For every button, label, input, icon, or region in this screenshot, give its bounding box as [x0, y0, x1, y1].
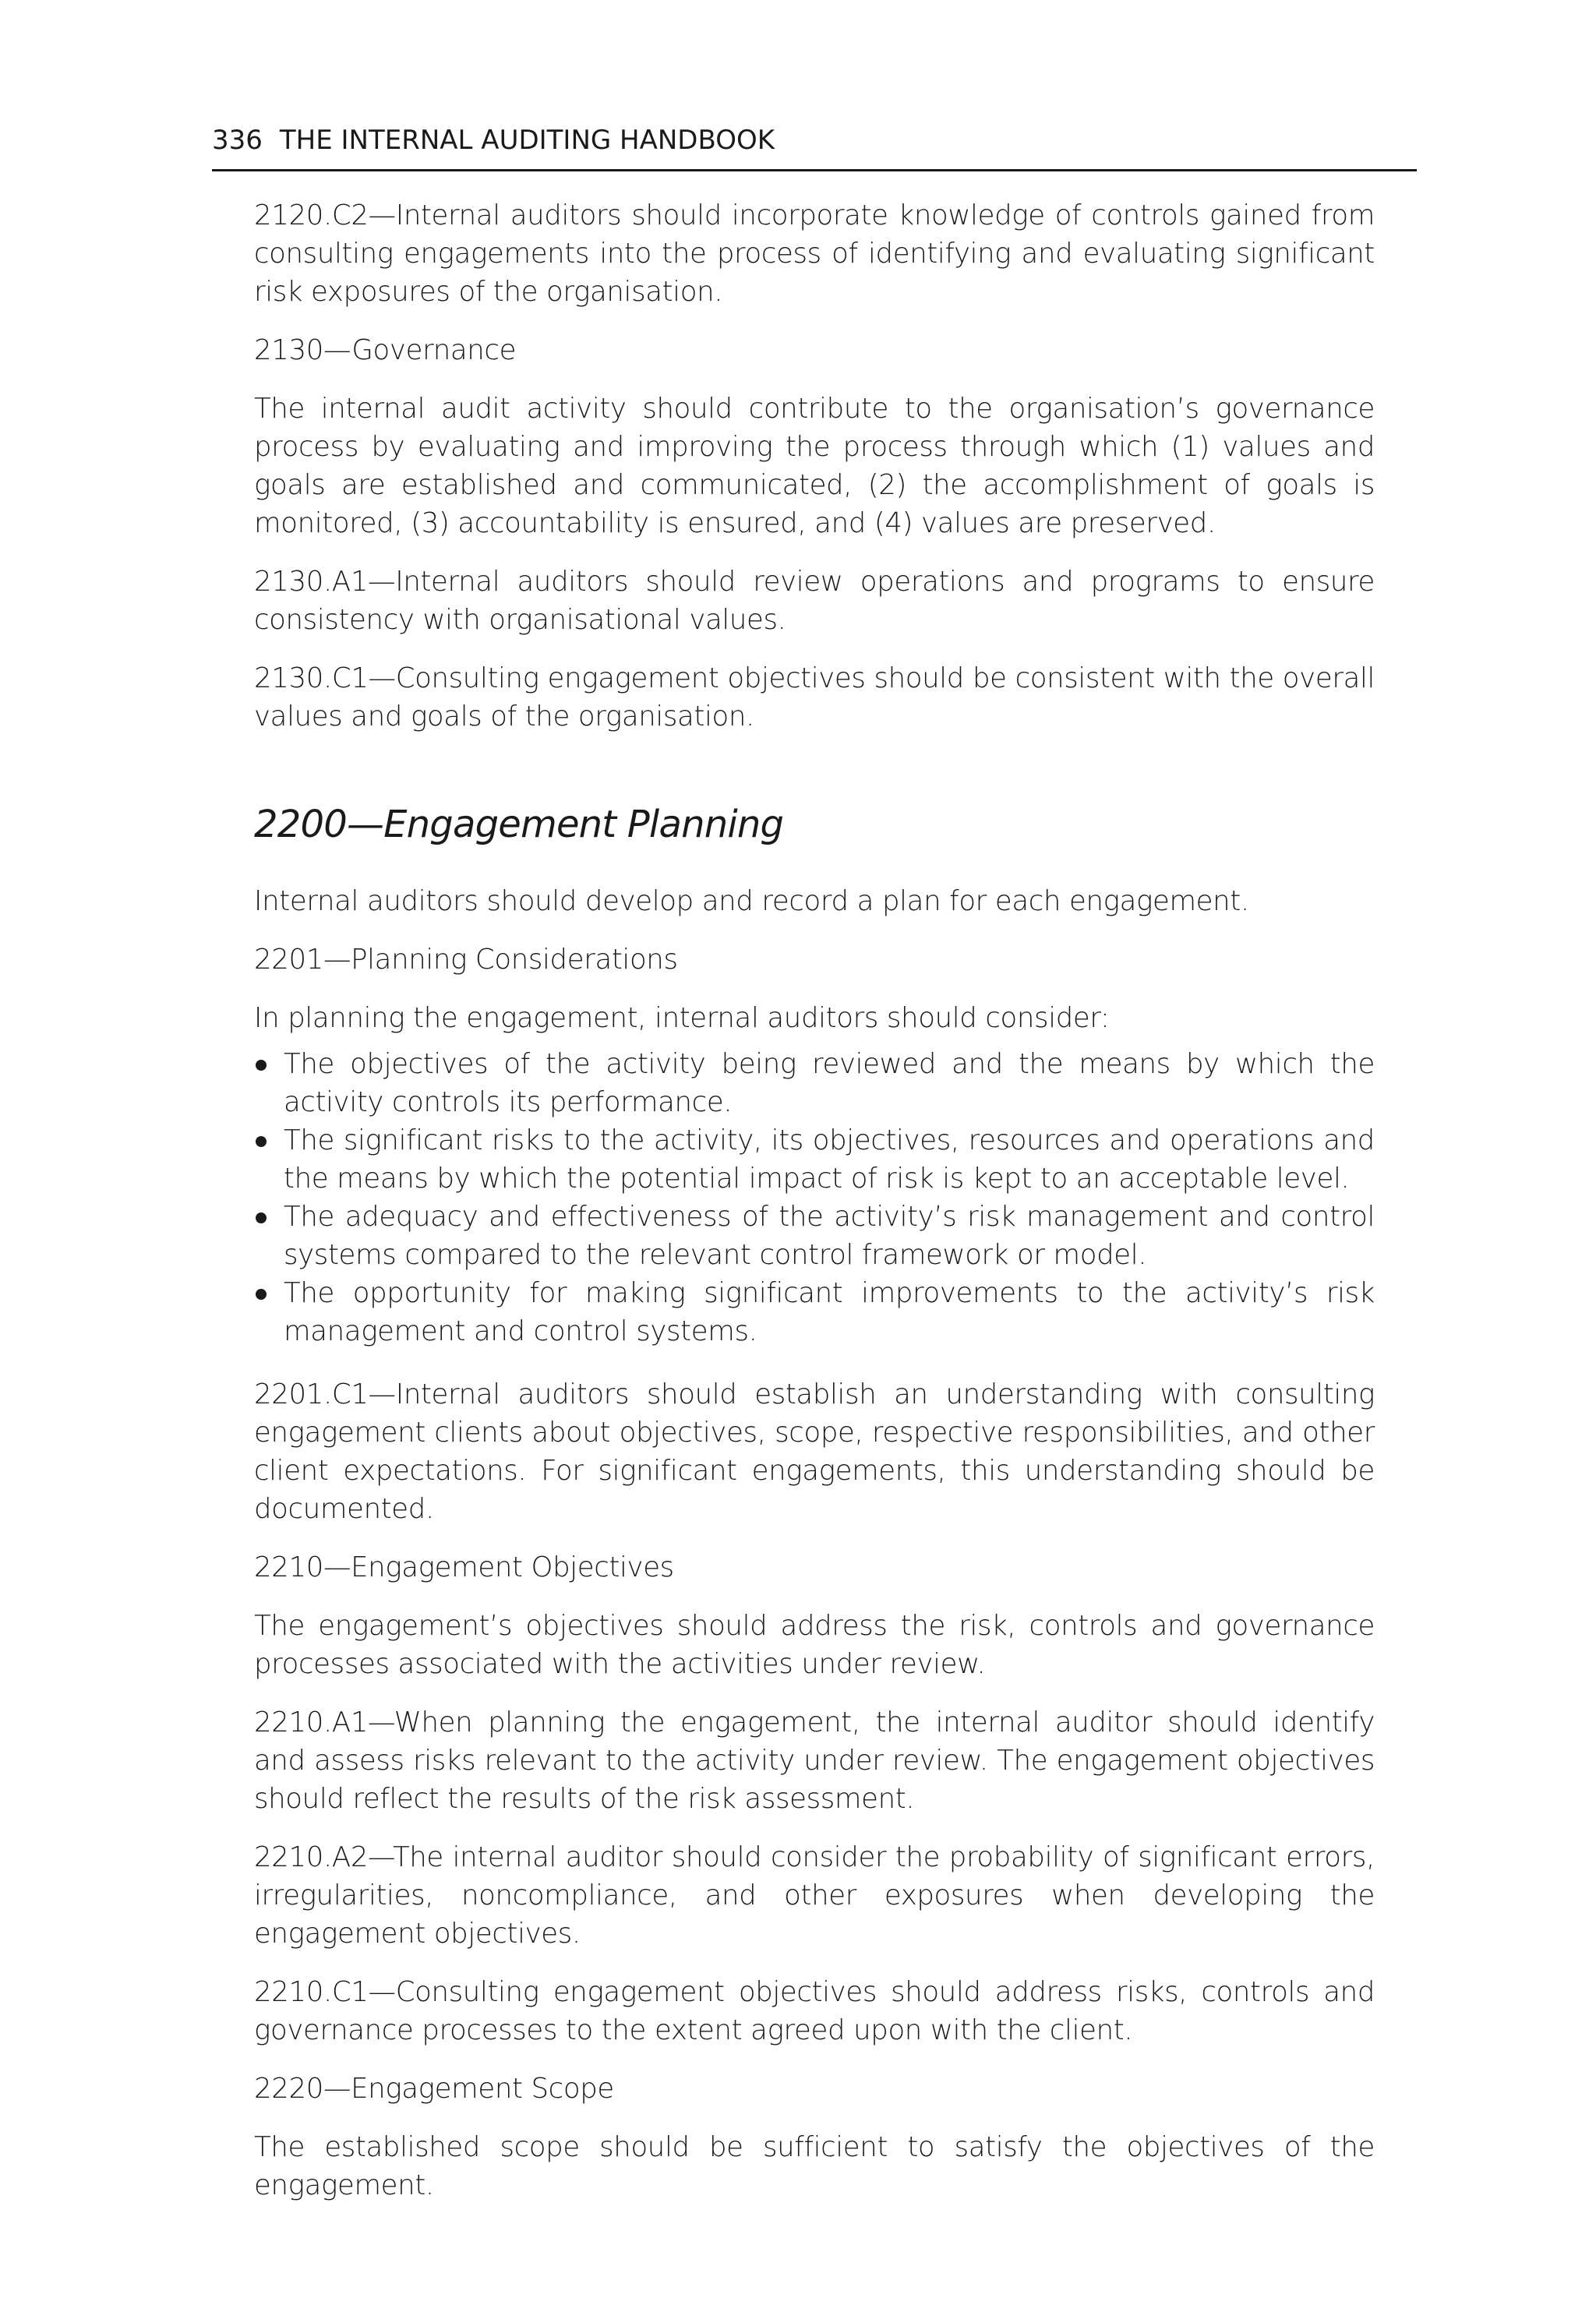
standard-2210-a1: 2210.A1—When planning the engagement, the internal auditor should identify and assess risks relevant to the activity under review. The engagement objectives should reflect the results of the risk assessment.: [254, 1707, 1375, 1815]
list-item-text: The significant risks to the activity, its objectives, resources and operations and the means by which the potential impact of risk is kept to an acceptable level.: [284, 1124, 1375, 1195]
standard-2130-a1: 2130.A1—Internal auditors should review operations and programs to ensure consistency with organisational values.: [254, 566, 1375, 636]
standard-2220-text: The established scope should be sufficient to satisfy the objectives of the engagement.: [254, 2131, 1375, 2201]
section-title: 2200—Engagement Planning: [254, 803, 784, 846]
bullet-icon: [256, 1212, 267, 1223]
bullet-icon: [256, 1136, 267, 1147]
standard-2220-heading: 2220—Engagement Scope: [254, 2073, 614, 2105]
bullet-icon: [256, 1060, 267, 1071]
standard-2130-heading: 2130—Governance: [254, 334, 517, 366]
standard-2210-c1: 2210.C1—Consulting engagement objectives should address risks, controls and governance processes to the extent agreed upon with the client.: [254, 1976, 1375, 2046]
standard-2201-heading: 2201—Planning Considerations: [254, 944, 678, 976]
list-item: [254, 1274, 1375, 1350]
page-number: 336: [212, 125, 263, 156]
list-item-text: The adequacy and effectiveness of the activity’s risk management and control systems compared to the relevant control framework or model.: [284, 1201, 1375, 1271]
bullet-icon: [256, 1289, 267, 1300]
standard-2120-c2: 2120.C2—Internal auditors should incorporate knowledge of controls gained from consulting engagements into the process of identifying and evaluating significant risk exposures of the organisation.: [254, 199, 1375, 308]
standard-2210-a2: 2210.A2—The internal auditor should consider the probability of significant errors, irregularities, noncompliance, and other exposures when developing the engagement objectives.: [254, 1841, 1375, 1950]
planning-considerations-list: [254, 1045, 1375, 1350]
list-item: [254, 1198, 1375, 1274]
list-item: [254, 1045, 1375, 1121]
standard-2130-c1: 2130.C1—Consulting engagement objectives should be consistent with the overall values and goals of the organisation.: [254, 662, 1375, 732]
section-intro: Internal auditors should develop and record a plan for each engagement.: [254, 885, 1249, 917]
list-item: [254, 1121, 1375, 1198]
planning-lead-in: In planning the engagement, internal auditors should consider:: [254, 1002, 1110, 1034]
running-head: [212, 117, 1417, 171]
standard-2130-text: The internal audit activity should contribute to the organisation’s governance process by evaluating and improving the process through which (1) values and goals are established and communicated, (2) the accomplishment of goals is monitored, (3) accountability is ensured, and (4) values are preserved.: [254, 393, 1375, 539]
standard-2210-text: The engagement’s objectives should address the risk, controls and governance processes associated with the activities under review.: [254, 1610, 1375, 1680]
standard-2201-c1: 2201.C1—Internal auditors should establish an understanding with consulting engagement clients about objectives, scope, respective responsibilities, and other client expectations. For significant engagements, this understanding should be documented.: [254, 1378, 1375, 1525]
body-text: [254, 196, 1375, 2225]
standard-2210-heading: 2210—Engagement Objectives: [254, 1551, 674, 1583]
list-item-text: The objectives of the activity being reviewed and the means by which the activity controls its performance.: [284, 1048, 1375, 1118]
list-item-text: The opportunity for making significant improvements to the activity’s risk management and control systems.: [284, 1277, 1375, 1347]
book-title: THE INTERNAL AUDITING HANDBOOK: [279, 125, 775, 156]
